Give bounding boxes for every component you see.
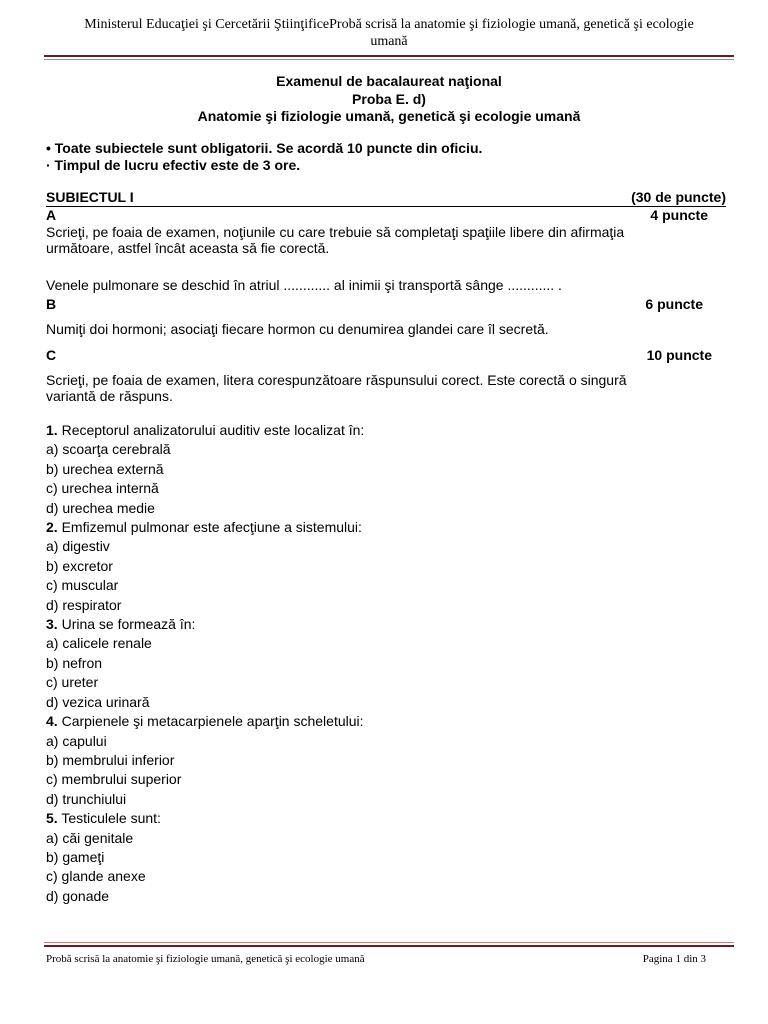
footer-rule-light (44, 942, 734, 943)
question-number: 4. (46, 713, 58, 730)
section-b-points: 6 puncte (645, 296, 703, 312)
exam-subject: Anatomie şi fiziologie umană, genetică şi ecologie umană (197, 108, 581, 124)
answer-option: b) gameţi (46, 848, 105, 865)
subject-heading (46, 189, 726, 207)
section-c-line-1: Scrieţi, pe foaia de examen, litera corespunzătoare răspunsului corect. Este corectă o singură (46, 372, 627, 388)
section-a-line-1: Scrieţi, pe foaia de examen, noţiunile cu care trebuie să completaţi spaţiile libere din afirmaţia (46, 224, 625, 240)
answer-option: c) muscular (46, 577, 119, 594)
section-b-text: Numiţi doi hormoni; asociaţi fiecare hormon cu denumirea glandei care îl secretă. (46, 321, 549, 337)
answer-option: d) urechea medie (46, 499, 155, 516)
page-number: Pagina 1 din 3 (642, 953, 706, 965)
answer-option: a) scoarţa cerebrală (46, 441, 171, 458)
question-5 (46, 809, 726, 906)
answer-option: c) membrului superior (46, 771, 182, 788)
header-line-2: umană (370, 34, 408, 49)
question-list (46, 421, 726, 906)
section-a-statement: Venele pulmonare se deschid în atriul ............ al inimii şi transportă sânge ............ . (46, 277, 562, 293)
answer-option: d) vezica urinară (46, 693, 150, 710)
section-a-points: 4 puncte (650, 207, 708, 223)
answer-option: d) trunchiului (46, 790, 127, 807)
answer-option: c) ureter (46, 674, 99, 691)
subject-points: (30 de puncte) (631, 189, 726, 205)
page-header (44, 16, 734, 50)
footer-rule-dark (44, 945, 734, 947)
answer-option: b) membrului inferior (46, 751, 175, 768)
header-rule-light (44, 59, 734, 60)
question-number: 5. (46, 810, 58, 827)
instruction-2: · Timpul de lucru efectiv este de 3 ore. (46, 157, 301, 173)
footer-title: Probă scrisă la anatomie şi fiziologie umană, genetică şi ecologie umană (46, 953, 365, 965)
section-b-letter: B (46, 296, 57, 312)
question-stem (46, 615, 726, 634)
answer-option: b) nefron (46, 654, 103, 671)
section-c-points: 10 puncte (646, 347, 712, 363)
question-stem (46, 712, 726, 731)
question-stem (46, 518, 726, 537)
answer-option: a) digestiv (46, 538, 110, 555)
section-c-line-2: variantă de răspuns. (46, 388, 173, 404)
answer-option: d) respirator (46, 596, 122, 613)
instruction-1: • Toate subiectele sunt obligatorii. Se acordă 10 puncte din oficiu. (46, 140, 483, 156)
section-a-heading (46, 207, 708, 224)
section-c-heading (46, 347, 712, 364)
question-number: 3. (46, 616, 58, 633)
header-line-1: Ministerul Educaţiei şi Cercetării ŞtiinţificeProbă scrisă la anatomie şi fiziologie umană, genetică şi ecologie (84, 17, 694, 32)
question-2 (46, 518, 726, 615)
question-4 (46, 712, 726, 809)
section-a-line-2: următoare, astfel încât aceasta să fie corectă. (46, 240, 330, 256)
question-number: 2. (46, 519, 58, 536)
answer-option: d) gonade (46, 887, 110, 904)
answer-option: c) urechea internă (46, 480, 159, 497)
answer-option: b) excretor (46, 557, 113, 574)
answer-option: a) capului (46, 732, 107, 749)
section-b-heading (46, 296, 703, 313)
exam-title: Examenul de bacalaureat naţional (276, 73, 502, 89)
section-a-letter: A (46, 207, 57, 223)
question-number: 1. (46, 422, 58, 438)
question-stem (46, 809, 726, 828)
question-text: Testiculele sunt: (57, 810, 161, 827)
question-text: Urina se formează în: (57, 616, 196, 633)
header-rule-dark (44, 55, 734, 57)
answer-option: c) glande anexe (46, 868, 146, 885)
question-stem (46, 421, 726, 440)
question-3 (46, 615, 726, 712)
exam-proba: Proba E. d) (352, 91, 426, 107)
section-c-letter: C (46, 347, 57, 363)
question-text: Receptorul analizatorului auditiv este localizat în: (57, 422, 365, 438)
subject-title: SUBIECTUL I (46, 189, 134, 205)
answer-option: b) urechea externă (46, 460, 164, 477)
question-text: Carpienele şi metacarpienele aparţin scheletului: (57, 713, 364, 730)
question-1 (46, 421, 726, 518)
question-text: Emfizemul pulmonar este afecţiune a sistemului: (57, 519, 362, 536)
answer-option: a) căi genitale (46, 829, 134, 846)
answer-option: a) calicele renale (46, 635, 152, 652)
